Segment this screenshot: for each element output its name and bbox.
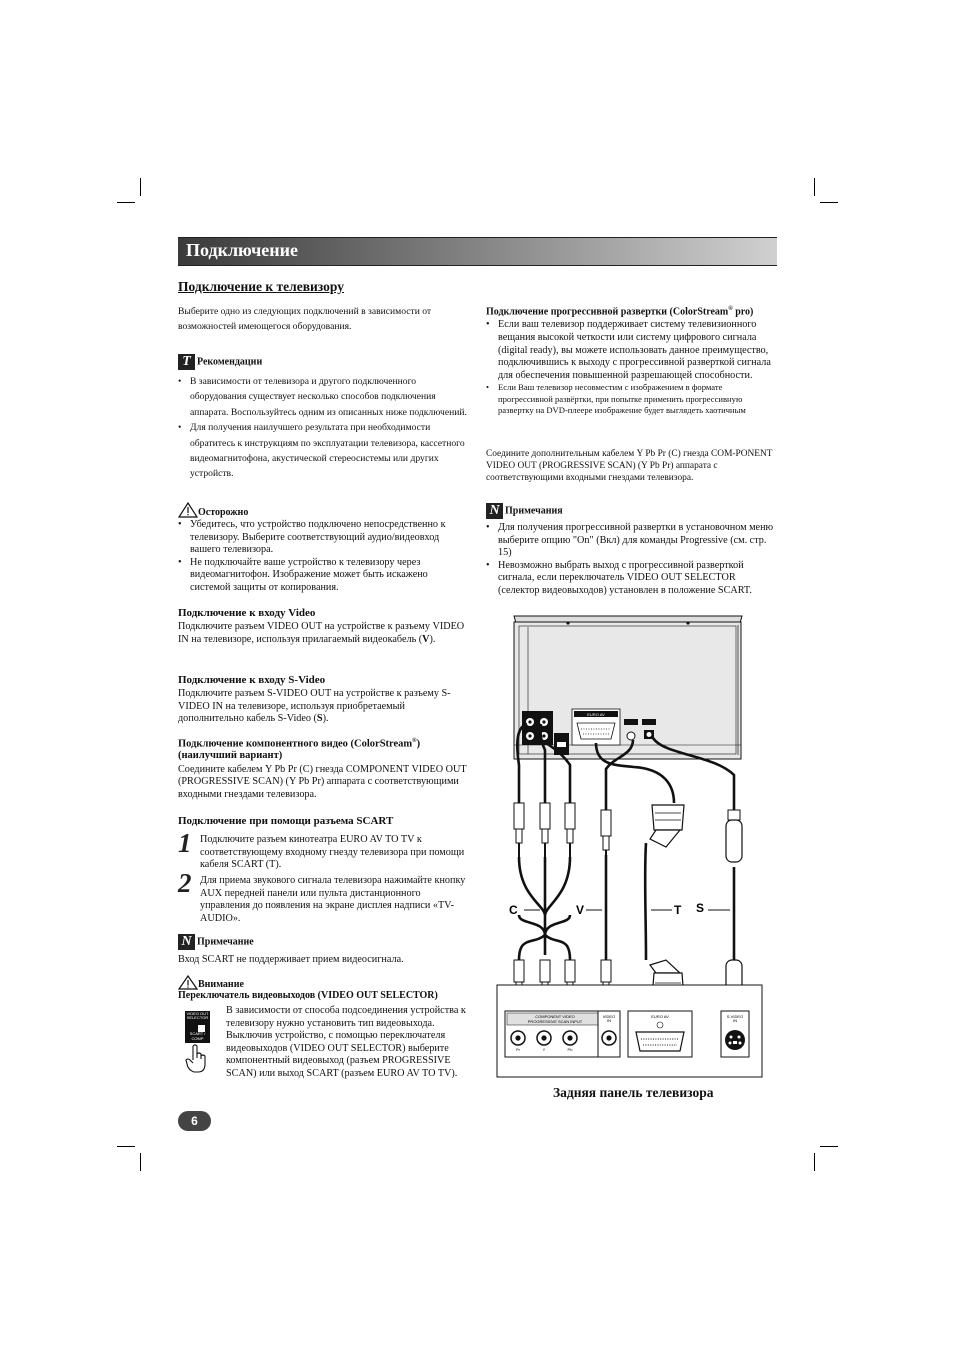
note-text: Вход SCART не поддерживает прием видеосигнала.	[178, 954, 404, 965]
progressive-title-end: pro)	[732, 306, 754, 318]
component-section	[178, 738, 470, 801]
list-item: • Если ваш телевизор поддерживает систему телевизионного вещания высокой четкости или систему цифрового сигнала (digital ready), вы можете использовать данное преимущество, подключившись к выходу с прогрессивной разверткой сигнала для обеспечения повышенной разрешающей способности.	[486, 319, 778, 382]
tv-s-video-label: S-VIDEO	[726, 1014, 744, 1019]
crop-mark	[814, 178, 815, 196]
hand-pointer-icon	[184, 1044, 208, 1074]
label-c: C	[509, 903, 518, 917]
note-icon: N	[486, 503, 503, 519]
tv-s-video-label-2: IN	[733, 1018, 737, 1023]
svideo-title: Подключение к входу S-Video	[178, 674, 326, 686]
caution-block	[178, 502, 470, 595]
s-video-plug-top	[726, 810, 742, 862]
step-text: Подключите разъем кинотеатра EURO AV TO TV к соответствующему входному гнезду телевизора при помощи кабеля SCART (T).	[200, 834, 465, 871]
component-subtitle: (наилучший вариант)	[178, 749, 283, 761]
tips-block	[178, 354, 470, 482]
crop-mark	[820, 202, 838, 203]
list-item: • Для получения прогрессивной развертки в установочном меню выберите опцию "On" (Вкл) для команды Progressive (см. стр. 15)	[486, 522, 778, 560]
video-title: Подключение к входу Video	[178, 607, 316, 619]
component-title: Подключение компонентного видео (ColorStream	[178, 738, 413, 750]
tv-jack-pb: Pb	[567, 1047, 573, 1052]
note-icon: N	[178, 934, 195, 950]
list-item: • Убедитесь, что устройство подключено непосредственно к телевизору. Выберите соответствующий аудио/видеовход вашего телевизора.	[178, 519, 470, 557]
note-block	[178, 934, 470, 967]
step-text: Для приема звукового сигнала телевизора нажимайте кнопку AUX передней панели или пульта дистанционного управления до появления на экране дисплея надписи «TV-AUDIO».	[200, 875, 466, 924]
video-text: Подключите разъем VIDEO OUT на устройстве к разъему VIDEO IN на телевизоре, используя прилагаемый видеокабель (	[178, 621, 465, 645]
attention-block	[178, 975, 470, 1001]
attention-subtitle: Переключатель видеовыходов (VIDEO OUT SELECTOR)	[178, 990, 438, 1001]
crop-mark	[117, 1146, 135, 1147]
svideo-section	[178, 674, 470, 726]
page-title: Подключение	[186, 240, 298, 260]
caution-label: Осторожно	[198, 507, 249, 518]
video-letter: V	[422, 633, 430, 645]
component-text: Соедините кабелем Y Pb Pr (C) гнезда COMPONENT VIDEO OUT (PROGRESSIVE SCAN) (Y Pb Pr) аппарата с соответствующими входными гнездами телевизора.	[178, 763, 467, 800]
attention-label: Внимание	[198, 979, 244, 990]
svideo-text: Подключите разъем S-VIDEO OUT на устройстве к разъему S-VIDEO IN на телевизоре, используя приобретаемый дополнительно кабель S-Video (	[178, 688, 451, 725]
intro-text: Выберите одно из следующих подключений в зависимости от возможностей имеющегося оборудования.	[178, 306, 432, 333]
video-text-end: ).	[429, 633, 436, 645]
crop-mark	[814, 1153, 815, 1171]
registered-mark: ®	[412, 738, 417, 744]
warning-icon	[178, 502, 198, 518]
diagram-caption: Задняя панель телевизора	[553, 1085, 714, 1100]
component-title-end: )	[416, 738, 421, 750]
video-section	[178, 607, 470, 646]
selector-label: VIDEO OUT SELECTOR	[186, 1011, 209, 1020]
list-item: • В зависимости от телевизора и другого подключенного оборудования существует несколько способов подключения аппарата. Воспользуйтесь одним из описанных ниже подключений.	[178, 374, 470, 420]
step-number: 2	[178, 868, 192, 898]
crop-mark	[117, 202, 135, 203]
section-title: Подключение к телевизору	[178, 279, 344, 294]
crop-mark	[140, 178, 141, 196]
crop-mark	[820, 1146, 838, 1147]
label-v: V	[576, 903, 585, 917]
tv-euro-av-label: EURO AV	[651, 1014, 669, 1019]
tv-video-in-label: VIDEO	[602, 1014, 616, 1019]
svideo-text-end: ).	[322, 713, 329, 725]
tv-video-in-label-2: IN	[607, 1018, 611, 1023]
page-number: 6	[178, 1111, 211, 1131]
video-out-selector	[185, 1011, 210, 1043]
list-item: • Для получения наилучшего результата при необходимости обратитесь к инструкциям по эксплуатации телевизора, кассетного видеомагнитофона, акустической стереосистемы или других устройств.	[178, 420, 470, 482]
notes-block	[486, 503, 778, 598]
tv-jack-pr: Pr	[516, 1047, 520, 1052]
rca-plugs-top	[514, 803, 611, 857]
player-euro-av-label: EURO AV	[587, 712, 605, 717]
list-item: • Если Ваш телевизор несовместим с изображением в формате прогрессивной развёртки, при попытке применить прогрессивную развертку на DVD-плеере изображение будет выглядеть хаотичным	[486, 382, 778, 416]
label-s: S	[696, 901, 705, 915]
note-label: Примечание	[197, 936, 254, 948]
progressive-paragraph: Соедините дополнительным кабелем Y Pb Pr (C) гнезда COM-PONENT VIDEO OUT (PROGRESSIVE SCAN) (Y Pb Pr) аппарата с соответствующими входными гнездами телевизора.	[486, 449, 773, 483]
svideo-letter: S	[316, 713, 323, 725]
registered-mark: ®	[728, 306, 733, 312]
step-number: 1	[178, 828, 192, 858]
scart-title: Подключение при помощи разъема SCART	[178, 815, 394, 827]
warning-icon	[178, 975, 198, 990]
attention-text: В зависимости от способа подсоединения устройства к телевизору нужно установить тип видеовыхода. Выключив устройство, с помощью переключателя видеовыходов (VIDEO OUT SELECTOR) выберите компонентный видеовыход (разъем PROGRESSIVE SCAN) или выход SCART (разъем EURO AV TO TV).	[226, 1005, 466, 1079]
progressive-section	[486, 306, 778, 417]
list-item: • Невозможно выбрать выход с прогрессивной разверткой сигнала, если переключатель VIDEO OUT SELECTOR (селектор видеовыходов) установлен в положение SCART.	[486, 560, 778, 598]
tips-label: Рекомендации	[197, 356, 263, 368]
player-rear-panel	[514, 616, 742, 759]
crop-mark	[140, 1153, 141, 1171]
scart-plug-top	[650, 805, 684, 847]
tv-jack-y: Y	[542, 1047, 546, 1052]
label-t: T	[674, 903, 682, 917]
tip-icon: T	[178, 354, 195, 370]
tv-rear-panel	[497, 985, 762, 1077]
tv-component-label: COMPONENT VIDEO	[535, 1014, 575, 1019]
progressive-title: Подключение прогрессивной развертки (ColorStream	[486, 306, 729, 318]
connection-diagram	[494, 615, 774, 1085]
list-item: • Не подключайте ваше устройство к телевизору через видеомагнитофон. Изображение может быть искажено системой защиты от копирования.	[178, 557, 470, 595]
selector-positions: SCART / COMP	[189, 1031, 206, 1041]
notes-label: Примечания	[505, 505, 563, 517]
tv-component-label-2: PROGRESSIVE SCAN INPUT	[527, 1019, 583, 1024]
